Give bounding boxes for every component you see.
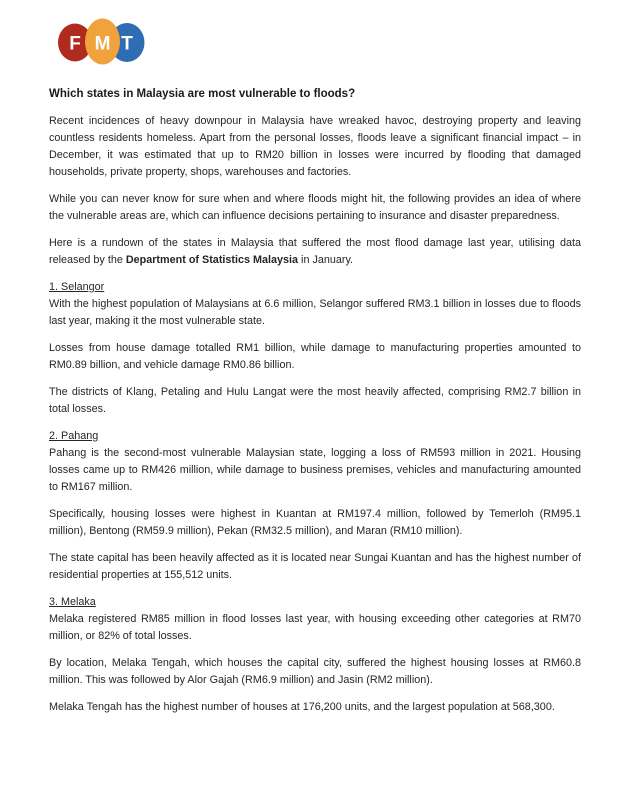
melaka-paragraph-2: By location, Melaka Tengah, which houses the capital city, suffered the highest housing losses at RM60.8 million. This was followed by Alor Gajah (RM6.9 million) and Jasin (RM2 million). bbox=[49, 657, 581, 686]
article-title: Which states in Malaysia are most vulnerable to floods? bbox=[49, 88, 356, 100]
intro-paragraph-2: While you can never know for sure when and where floods might hit, the following provides an idea of where the vulnerable areas are, which can influence decisions pertaining to insurance and disaster preparedness. bbox=[49, 193, 581, 222]
selangor-paragraph-3: The districts of Klang, Petaling and Hulu Langat were the most heavily affected, comprising RM2.7 billion in total losses. bbox=[49, 386, 581, 415]
logo-letter-m: M bbox=[94, 33, 111, 55]
fmt-logo-icon bbox=[57, 18, 145, 66]
selangor-paragraph-2: Losses from house damage totalled RM1 billion, while damage to manufacturing properties amounted to RM0.89 billion, and vehicle damage RM0.86 billion. bbox=[49, 342, 581, 371]
logo-letter-f: F bbox=[69, 33, 81, 55]
selangor-paragraph-1: With the highest population of Malaysians at 6.6 million, Selangor suffered RM3.1 billion in losses due to floods last year, making it the most vulnerable state. bbox=[49, 298, 581, 327]
melaka-paragraph-3: Melaka Tengah has the highest number of houses at 176,200 units, and the largest population at 568,300. bbox=[49, 701, 555, 713]
section-heading-pahang: 2. Pahang bbox=[49, 430, 99, 442]
pahang-paragraph-2: Specifically, housing losses were highest in Kuantan at RM197.4 million, followed by Temerloh (RM95.1 million), Bentong (RM59.9 million), Pekan (RM32.5 million), and Maran (RM10 million). bbox=[49, 508, 581, 537]
fmt-logo bbox=[57, 18, 145, 66]
section-selangor bbox=[49, 279, 581, 418]
section-heading-melaka: 3. Melaka bbox=[49, 596, 96, 608]
rundown-text-before: Here is a rundown of the states in Malaysia that suffered the most flood damage last year, utilising data released by the bbox=[49, 237, 581, 266]
section-pahang bbox=[49, 428, 581, 584]
logo-letter-t: T bbox=[121, 33, 133, 55]
rundown-text-after: in January. bbox=[298, 254, 354, 266]
pahang-paragraph-3: The state capital has been heavily affected as it is located near Sungai Kuantan and has the highest number of residential properties at 155,512 units. bbox=[49, 552, 581, 581]
section-heading-selangor: 1. Selangor bbox=[49, 281, 105, 293]
melaka-paragraph-1: Melaka registered RM85 million in flood losses last year, with housing exceeding other categories at RM70 million, or 82% of total losses. bbox=[49, 613, 581, 642]
intro-paragraph-1: Recent incidences of heavy downpour in Malaysia have wreaked havoc, destroying property and leaving countless residents homeless. Apart from the personal losses, floods leave a significant financial impact – in December, it was estimated that up to RM20 billion in losses were incurred by flooding that damaged households, private property, shops, warehouses and factories. bbox=[49, 115, 581, 178]
pahang-paragraph-1: Pahang is the second-most vulnerable Malaysian state, logging a loss of RM593 million in 2021. Housing losses came up to RM426 million, while damage to business premises, vehicles and manufacturing amounted to RM167 million. bbox=[49, 447, 581, 493]
section-melaka bbox=[49, 594, 581, 716]
rundown-source-name: Department of Statistics Malaysia bbox=[125, 254, 299, 266]
rundown-paragraph bbox=[49, 235, 581, 269]
